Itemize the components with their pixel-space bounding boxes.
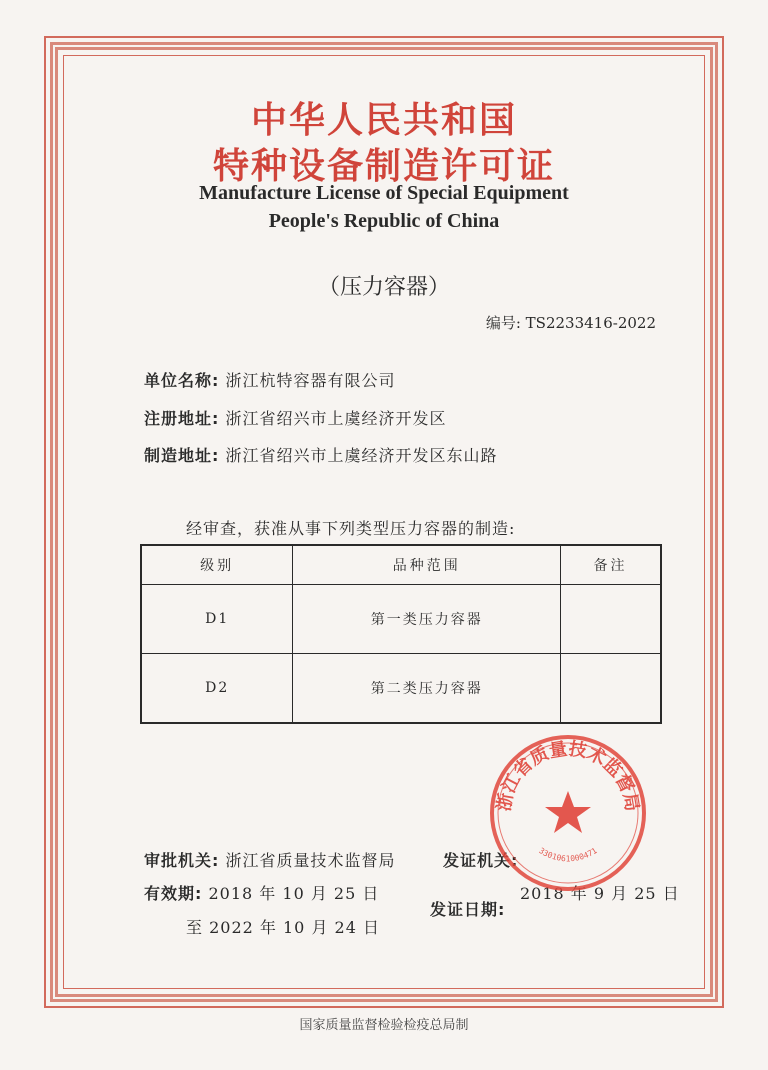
issuer-label: 发证机关: [443, 851, 519, 870]
issue-date-label [430, 897, 505, 920]
issue-date-value: 2018 年 9 月 25 日 [520, 884, 680, 903]
subtitle: （压力容器） [317, 275, 450, 300]
table-cell-note [561, 654, 661, 724]
star-icon [545, 791, 591, 833]
field-reg-address-label: 注册地址: [144, 409, 220, 428]
title-cn-line2: 特种设备制造许可证 [212, 146, 555, 187]
valid-from [144, 881, 379, 904]
field-reg-address [144, 406, 447, 429]
seal-text: 浙江省质量技术监督局 [493, 738, 643, 813]
issue-date-label-text: 发证日期: [430, 900, 506, 919]
table-cell-range: 第一类压力容器 [293, 585, 561, 654]
field-mfg-address-label: 制造地址: [144, 446, 220, 465]
table-cell-grade: D2 [141, 654, 293, 724]
field-mfg-address-value: 浙江省绍兴市上虞经济开发区东山路 [225, 446, 498, 465]
field-company-value: 浙江杭特容器有限公司 [225, 371, 396, 390]
table-header-range: 品种范围 [293, 545, 561, 585]
title-en-line1: Manufacture License of Special Equipment [199, 182, 569, 204]
field-company [144, 368, 396, 391]
title-en-line2: People's Republic of China [268, 210, 500, 232]
approver-value: 浙江省质量技术监督局 [225, 851, 396, 870]
title-cn-line1: 中华人民共和国 [250, 100, 517, 141]
official-seal [488, 733, 648, 893]
table-header-row [141, 545, 661, 585]
seal-number: 3301061000471 [537, 846, 599, 864]
intro-text: 经审查，获准从事下列类型压力容器的制造: [186, 519, 516, 538]
table-header-note: 备注 [561, 545, 661, 585]
field-mfg-address [144, 443, 498, 466]
certificate-number [486, 312, 656, 333]
table-cell-grade: D1 [141, 585, 293, 654]
table-row [141, 654, 661, 724]
valid-to-prefix: 至 [186, 918, 204, 937]
field-company-label: 单位名称: [144, 371, 220, 390]
footer-issuer: 国家质量监督检验检疫总局制 [299, 1018, 469, 1033]
valid-to-value: 2022 年 10 月 24 日 [209, 918, 380, 937]
table-cell-note [561, 585, 661, 654]
valid-to [186, 915, 380, 938]
approver [144, 848, 396, 871]
table-row [141, 585, 661, 654]
certificate-number-value: TS2233416-2022 [525, 314, 656, 332]
valid-label: 有效期: [144, 884, 203, 903]
approver-label: 审批机关: [144, 851, 220, 870]
field-reg-address-value: 浙江省绍兴市上虞经济开发区 [225, 409, 447, 428]
scope-table [140, 544, 662, 724]
valid-from-value: 2018 年 10 月 25 日 [208, 884, 380, 903]
certificate-number-label: 编号: [485, 314, 521, 332]
table-cell-range: 第二类压力容器 [293, 654, 561, 724]
table-header-grade: 级别 [141, 545, 293, 585]
